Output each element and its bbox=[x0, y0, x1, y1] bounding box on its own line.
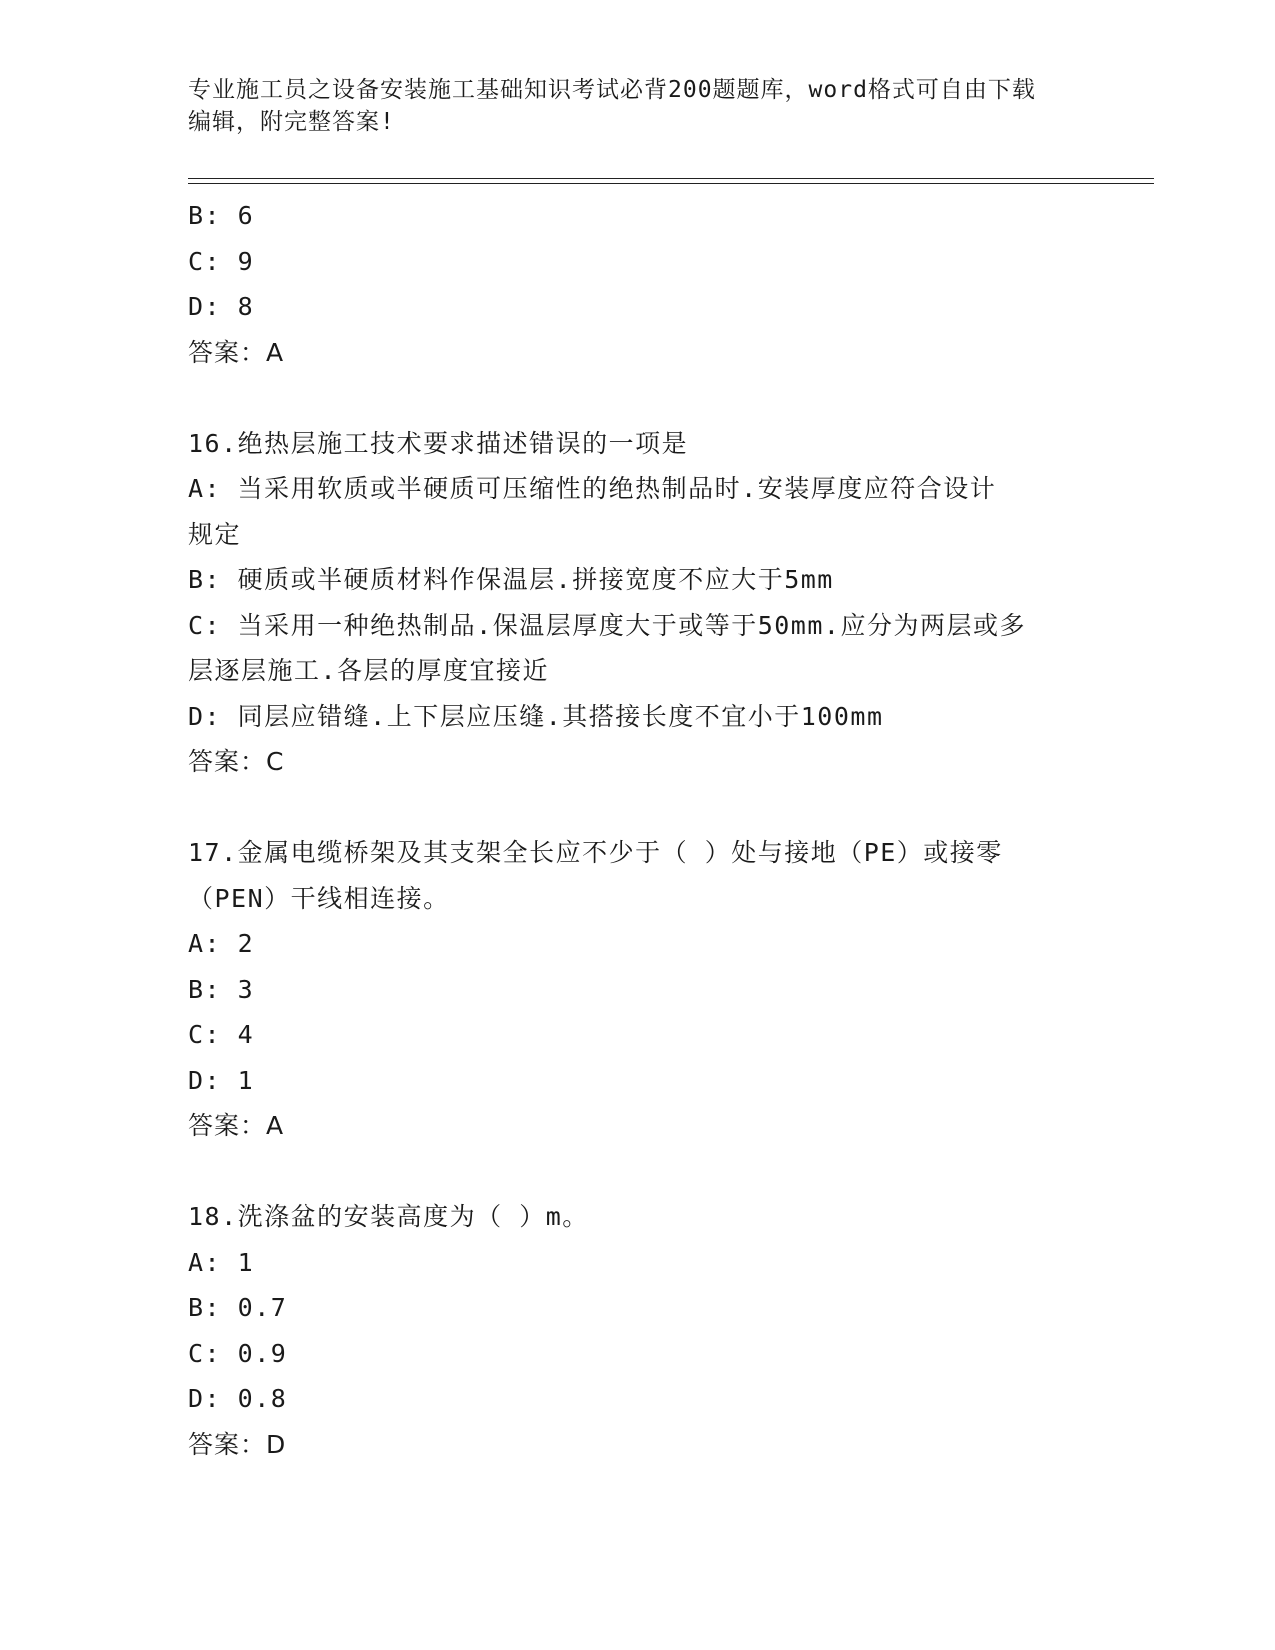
question-stem: 18.洗涤盆的安装高度为（ ）m。 bbox=[188, 1202, 589, 1231]
question-stem: 17.金属电缆桥架及其支架全长应不少于（ ）处与接地（PE）或接零 bbox=[188, 838, 1003, 867]
question-17-block bbox=[188, 830, 1088, 1149]
option-d: D: 8 bbox=[188, 292, 255, 321]
option-c-continued: 层逐层施工.各层的厚度宜接近 bbox=[188, 656, 550, 685]
answer-label: 答案：A bbox=[188, 337, 285, 367]
option-b: B: 硬质或半硬质材料作保温层.拼接宽度不应大于5mm bbox=[188, 565, 834, 594]
prev-question-block bbox=[188, 193, 1088, 375]
option-a-continued: 规定 bbox=[188, 519, 242, 549]
question-16-block bbox=[188, 421, 1088, 785]
option-b: B: 6 bbox=[188, 201, 255, 230]
answer-label: 答案：C bbox=[188, 747, 285, 776]
option-b: B: 0.7 bbox=[188, 1293, 288, 1322]
question-18-block bbox=[188, 1194, 1088, 1467]
option-a: A: 当采用软质或半硬质可压缩性的绝热制品时.安装厚度应符合设计 bbox=[188, 474, 997, 503]
option-c: C: 0.9 bbox=[188, 1338, 288, 1368]
answer-label: 答案：A bbox=[188, 1111, 285, 1140]
option-d: D: 0.8 bbox=[188, 1384, 288, 1413]
option-a: A: 2 bbox=[188, 929, 255, 958]
option-d: D: 1 bbox=[188, 1065, 255, 1095]
document-body bbox=[188, 193, 1088, 1467]
option-c: C: 4 bbox=[188, 1020, 255, 1049]
spacer bbox=[188, 1149, 1088, 1195]
header-title-line-1: 专业施工员之设备安装施工基础知识考试必背200题题库，word格式可自由下载 bbox=[188, 77, 1036, 103]
option-d: D: 同层应错缝.上下层应压缝.其搭接长度不宜小于100mm bbox=[188, 701, 884, 731]
answer-label: 答案：D bbox=[188, 1429, 287, 1459]
spacer bbox=[188, 375, 1088, 421]
header-divider-bottom bbox=[188, 183, 1154, 184]
question-stem: 16.绝热层施工技术要求描述错误的一项是 bbox=[188, 428, 689, 458]
header-title-line-2: 编辑，附完整答案! bbox=[188, 109, 395, 135]
option-a: A: 1 bbox=[188, 1247, 255, 1277]
option-c: C: 当采用一种绝热制品.保温层厚度大于或等于50mm.应分为两层或多 bbox=[188, 610, 1026, 640]
document-header bbox=[188, 74, 1068, 138]
question-stem-continued: （PEN）干线相连接。 bbox=[188, 883, 450, 913]
spacer bbox=[188, 785, 1088, 831]
option-c: C: 9 bbox=[188, 246, 255, 276]
option-b: B: 3 bbox=[188, 974, 255, 1004]
header-divider-top bbox=[188, 178, 1154, 179]
